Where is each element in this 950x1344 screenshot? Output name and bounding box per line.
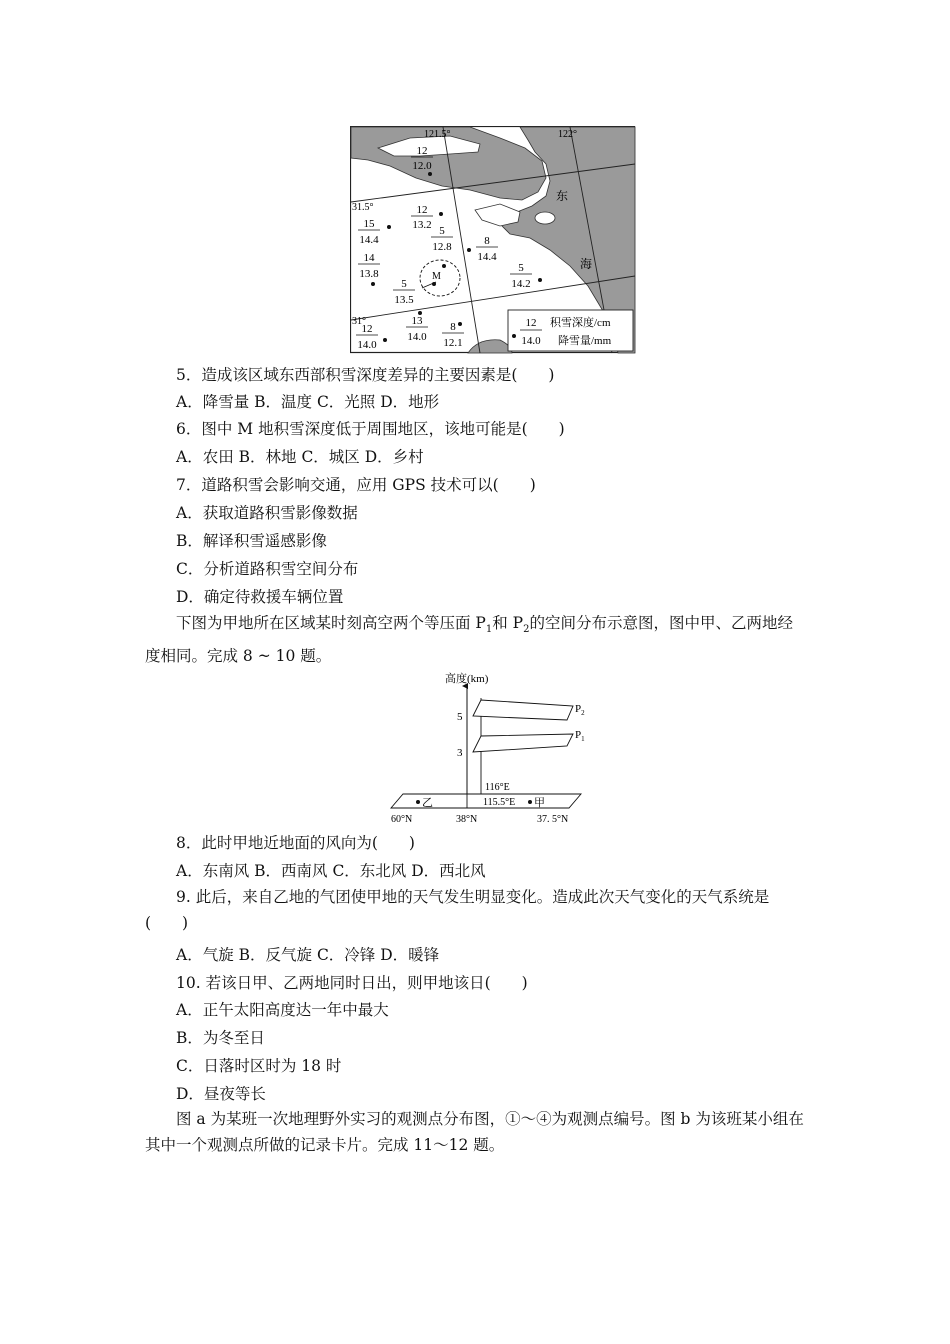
svg-text:12.8: 12.8: [432, 241, 452, 253]
svg-text:5: 5: [518, 262, 524, 274]
lat-38-label: 38°N: [456, 814, 478, 825]
svg-text:13.2: 13.2: [412, 219, 432, 231]
q5-options: A．降雪量 B．温度 C．光照 D．地形: [176, 393, 440, 411]
svg-text:14.0: 14.0: [407, 331, 427, 343]
svg-text:12.0: 12.0: [412, 160, 432, 172]
intro-paragraph-11-12: 图 a 为某班一次地理野外实习的观测点分布图，①～④为观测点编号。图 b 为该班某小组在其中一个观测点所做的记录卡片。完成 11～12 题。: [145, 1110, 804, 1154]
m-label: M: [432, 271, 441, 282]
q7-stem: 7．道路积雪会影响交通，应用 GPS 技术可以( ): [176, 476, 536, 494]
q7-option-d: D．确定待救援车辆位置: [176, 588, 344, 606]
q8-stem: 8．此时甲地近地面的风向为( ): [176, 834, 415, 852]
lat-label-315: 31.5°: [352, 202, 374, 213]
svg-text:12: 12: [525, 317, 537, 329]
svg-text:降雪量/mm: 降雪量/mm: [558, 335, 612, 347]
lat-60-label: 60°N: [391, 814, 413, 825]
svg-text:12: 12: [416, 145, 428, 157]
q7-option-c: C．分析道路积雪空间分布: [176, 560, 359, 578]
svg-text:13.5: 13.5: [394, 294, 414, 306]
svg-text:5: 5: [439, 225, 445, 237]
svg-text:13: 13: [411, 315, 423, 327]
svg-text:12: 12: [361, 323, 373, 335]
svg-text:12.1: 12.1: [443, 337, 463, 349]
svg-text:8: 8: [450, 321, 456, 333]
q9-options: A．气旋 B．反气旋 C．冷锋 D．暖锋: [176, 946, 440, 964]
q10-option-b: B．为冬至日: [176, 1029, 265, 1047]
sea-label-dong: 东: [556, 189, 569, 203]
svg-text:12: 12: [416, 204, 428, 216]
intro-paragraph-8-10: 下图为甲地所在区域某时刻高空两个等压面 $P_1$和 $P_2$的空间分布示意图，图中甲、乙两地经度相同。完成 8 ~ 10 题。: [145, 614, 793, 666]
lon-label-122: 122°: [558, 129, 577, 140]
map-legend: [508, 310, 633, 351]
q10-stem: 10. 若该日甲、乙两地同时日出，则甲地该日( ): [176, 974, 528, 992]
q7-option-a: A．获取道路积雪影像数据: [176, 504, 358, 522]
lon-116-label: 116°E: [485, 782, 510, 793]
q8-options: A．东南风 B．西南风 C．东北风 D．西北风: [176, 862, 486, 880]
isobaric-surface-diagram: [385, 668, 590, 828]
tick-3: 3: [457, 747, 463, 759]
svg-text:14.4: 14.4: [359, 234, 379, 246]
lat-label-31: 31°: [352, 316, 366, 327]
q10-option-a: A．正午太阳高度达一年中最大: [176, 1001, 389, 1019]
svg-text:14.0: 14.0: [521, 335, 541, 347]
svg-text:5: 5: [401, 278, 407, 290]
yi-label: 乙: [422, 797, 433, 809]
q6-stem: 6．图中 M 地积雪深度低于周围地区，该地可能是( ): [176, 420, 565, 438]
svg-text:14: 14: [363, 252, 375, 264]
q10-option-d: D．昼夜等长: [176, 1085, 266, 1103]
svg-text:积雪深度/cm: 积雪深度/cm: [550, 317, 611, 329]
q7-option-b: B．解译积雪遥感影像: [176, 532, 327, 550]
q9-stem: 9. 此后，来自乙地的气团使甲地的天气发生明显变化。造成此次天气变化的天气系统是( ): [145, 888, 770, 932]
snow-depth-map: [350, 126, 636, 354]
svg-text:8: 8: [484, 235, 490, 247]
svg-text:14.0: 14.0: [357, 339, 377, 351]
p1-label: $P_1$: [575, 729, 585, 743]
y-axis-label: 高度(km): [445, 673, 489, 685]
sea-label-hai: 海: [580, 257, 593, 271]
tick-5: 5: [457, 711, 463, 723]
svg-text:13.8: 13.8: [359, 268, 379, 280]
svg-text:14.2: 14.2: [511, 278, 531, 290]
p2-label: $P_2$: [575, 703, 585, 717]
lat-375-label: 37. 5°N: [537, 814, 569, 825]
svg-text:14.4: 14.4: [477, 251, 497, 263]
q6-options: A．农田 B．林地 C．城区 D．乡村: [176, 448, 424, 466]
lon-1155-label: 115.5°E: [483, 797, 516, 808]
jia-label: 甲: [534, 797, 545, 809]
q10-option-c: C．日落时区时为 18 时: [176, 1057, 342, 1075]
q5-stem: 5．造成该区域东西部积雪深度差异的主要因素是( ): [176, 366, 555, 384]
svg-text:15: 15: [363, 218, 375, 230]
lon-label-1215: 121.5°: [424, 129, 451, 140]
